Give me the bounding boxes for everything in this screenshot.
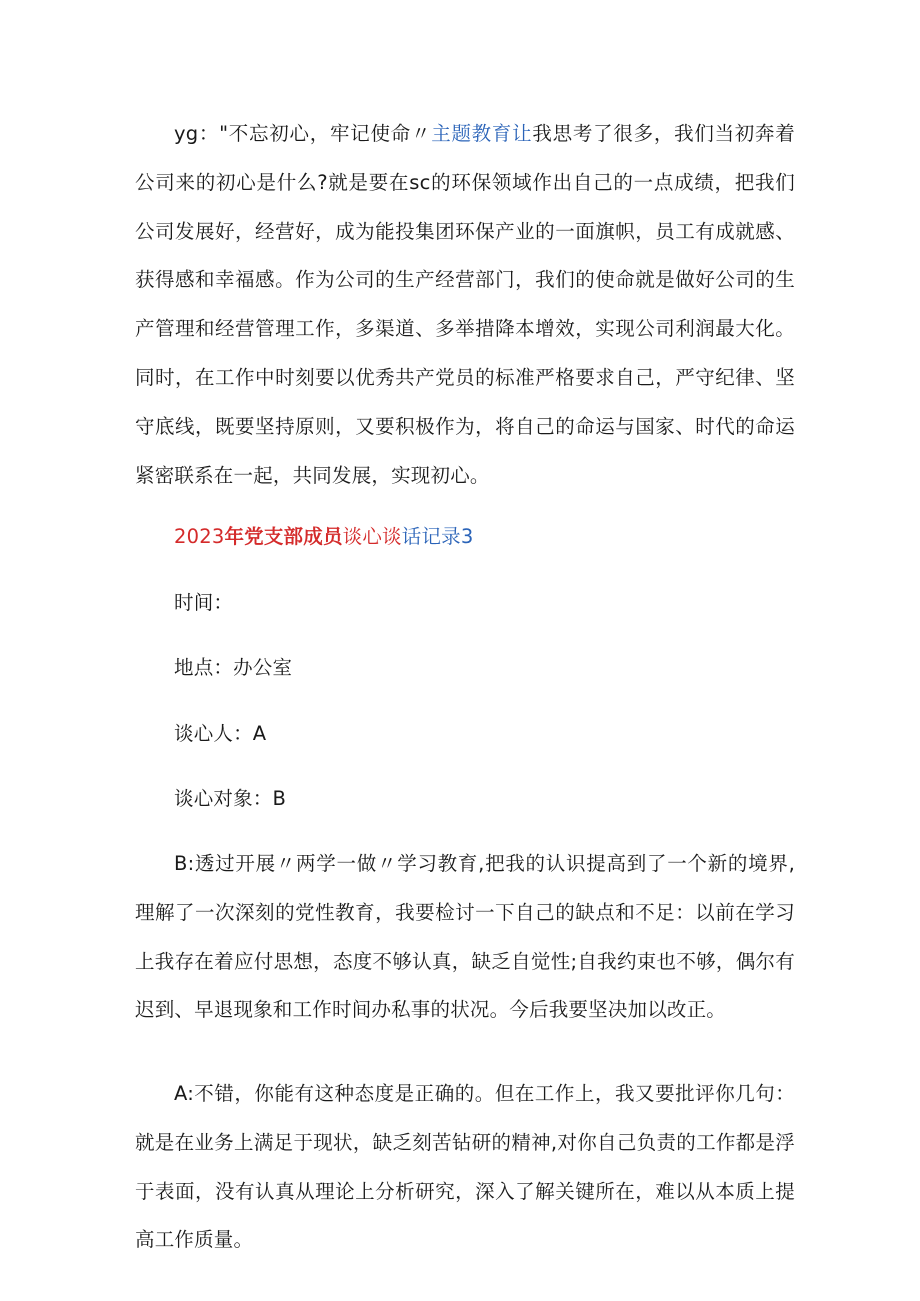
paragraph-b-statement: B:透过开展〃两学一做〃学习教育,把我的认识提高到了一个新的境界,理解了一次深刻的党性教育，我要检讨一下自己的缺点和不足：以前在学习上我存在着应付思想，态度不够认真，缺乏自觉性;自我约束也不够，偶尔有迟到、早退现象和工作时间办私事的状况。今后我要坚决加以改正。: [135, 852, 795, 1022]
meta-time: 时间：: [174, 591, 234, 614]
paragraph-reflection-prefix: yg："不忘初心，牢记使命〃: [174, 122, 432, 145]
theme-education-link[interactable]: 主题教育让: [431, 122, 533, 145]
heading-blue-part: 话记录3: [401, 525, 474, 548]
heading-bold-part: 年党支部成员: [224, 525, 343, 548]
heading-year: 2023: [174, 525, 225, 548]
meta-talker: 谈心人：A: [174, 722, 267, 745]
record-heading: [174, 522, 473, 552]
paragraph-reflection-suffix: 我思考了很多，我们当初奔着公司来的初心是什么?就是要在sc的环保领域作出自己的一点成绩，把我们公司发展好，经营好，成为能投集团环保产业的一面旗帜，员工有成就感、获得感和幸福感。作为公司的生产经营部门，我们的使命就是做好公司的生产管理和经营管理工作，多渠道、多举措降本增效，实现公司利润最大化。同时，在工作中时刻要以优秀共产党员的标准严格要求自己，严守纪律、坚守底线，既要坚持原则，又要积极作为，将自己的命运与国家、时代的命运紧密联系在一起，共同发展，实现初心。: [135, 122, 795, 487]
paragraph-reflection: [135, 110, 795, 500]
heading-red-part: 谈心谈: [342, 525, 402, 548]
paragraph-a-response: A:不错，你能有这种态度是正确的。但在工作上，我又要批评你几句：就是在业务上满足于现状，缺乏刻苦钻研的精神,对你自己负责的工作都是浮于表面，没有认真从理论上分析研究，深入了解关键所在，难以从本质上提高工作质量。: [135, 1082, 795, 1252]
meta-target: 谈心对象：B: [174, 787, 287, 810]
meta-place: 地点：办公室: [174, 656, 293, 679]
